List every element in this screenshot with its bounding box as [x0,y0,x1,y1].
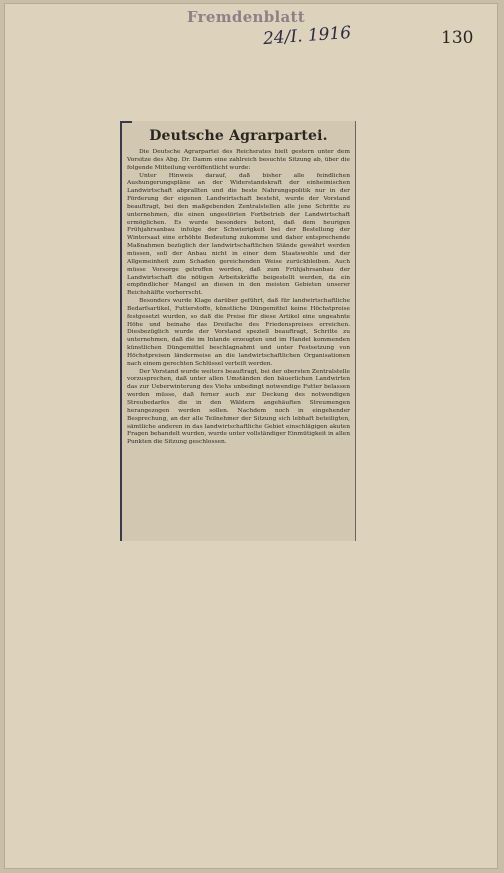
handwritten-date: 24/I. 1916 [262,22,352,50]
article-paragraph: Die Deutsche Agrarpartei des Reichsrates hielt gestern unter dem Vorsitze des Abg. Dr. Damm eine zahlreich besuchte Sitzung ab, über die folgende Mitteilung veröffentlicht wurde: [127,149,350,171]
article-paragraph: Der Vorstand wurde weiters beauftragt, bei der obersten Zentralstelle vorzusprechen, daß unter allen Umständen den bäuerlichen Landwirten das zur Ueberwinterung des Viehs unbedingt notwendige Futter belassen werden müsse, daß ferner auch zur Deckung des notwendigen Streubedarfes die in den Wäldern angehäuften Streumengen herangezogen werden sollen. Nachdem noch in eingehender Besprechung, an der alle Teilnehmer der Sitzung sich lebhaft beteiligten, sämtliche anderen in das landwirtschaftliche Gebiet einschlägigen akuten Fragen behandelt wurden, wurde unter vollständiger Einmütigkeit in allen Punkten die Sitzung geschlossen. [127,368,350,446]
clipping-corner-mark [120,121,132,123]
article-headline: Deutsche Agrarpartei. [149,128,328,144]
newspaper-stamp: Fremdenblatt [187,8,306,26]
archive-sheet [4,3,498,869]
article-paragraph: Unter Hinweis darauf, daß bisher alle feindlichen Aushungerungspläne an der Widerstandskraft der einheimischen Landwirtschaft abprallten und die beste Nahrungspolitik nur in der Förderung der eigenen Landwirtschaft besteht, wurde der Vorstand beauftragt, bei den maßgebenden Zentralstellen alle jene Schritte zu unternehmen, die einen ungestörten Fortbetrieb der Landwirtschaft ermöglichen. Es wurde besonders betont, daß dem heurigen Frühjahrsanbau infolge der Schwierigkeit bei der Bestellung der Wintersaat eine erhöhte Bedeutung zukomme und daher entsprechende Maßnahmen bezüglich der landwirtschaftlichen Stände gewährt werden müssen, soll der Anbau nicht in einer dem Staatswohle und der Allgemeinheit zum Schaden gereichenden Weise zurückbleiben. Auch müsse Vorsorge getroffen werden, daß zum Frühjahrsanbau der Landwirtschaft die nötigen Arbeitskräfte beigestellt werden, da ein empfindlicher Mangel an diesen in den meisten Gebieten unserer Reichshälfte vorherrscht. [127,172,350,297]
article-paragraph: Besonders wurde Klage darüber geführt, daß für landwirtschaftliche Bedarfsartikel, Futterstoffe, künstliche Düngemittel keine Höchstpreise festgesetzt wurden, so daß die Preise für diese Artikel eine ungeahnte Höhe und beinahe das Dreifache des Friedenspreises erreichen. Diesbezüglich wurde der Vorstand speziell beauftragt, Schritte zu unternehmen, daß die im Inlande erzeugten und im Handel kommenden künstlichen Düngemittel beschlagnahmt und unter Festsetzung von Höchstpreisen ländermeise an die landwirtschaftlichen Organisationen nach einem gerechten Schlüssel verteilt werden. [127,298,350,367]
page-number: 130 [441,28,474,48]
newspaper-clipping [120,121,356,541]
